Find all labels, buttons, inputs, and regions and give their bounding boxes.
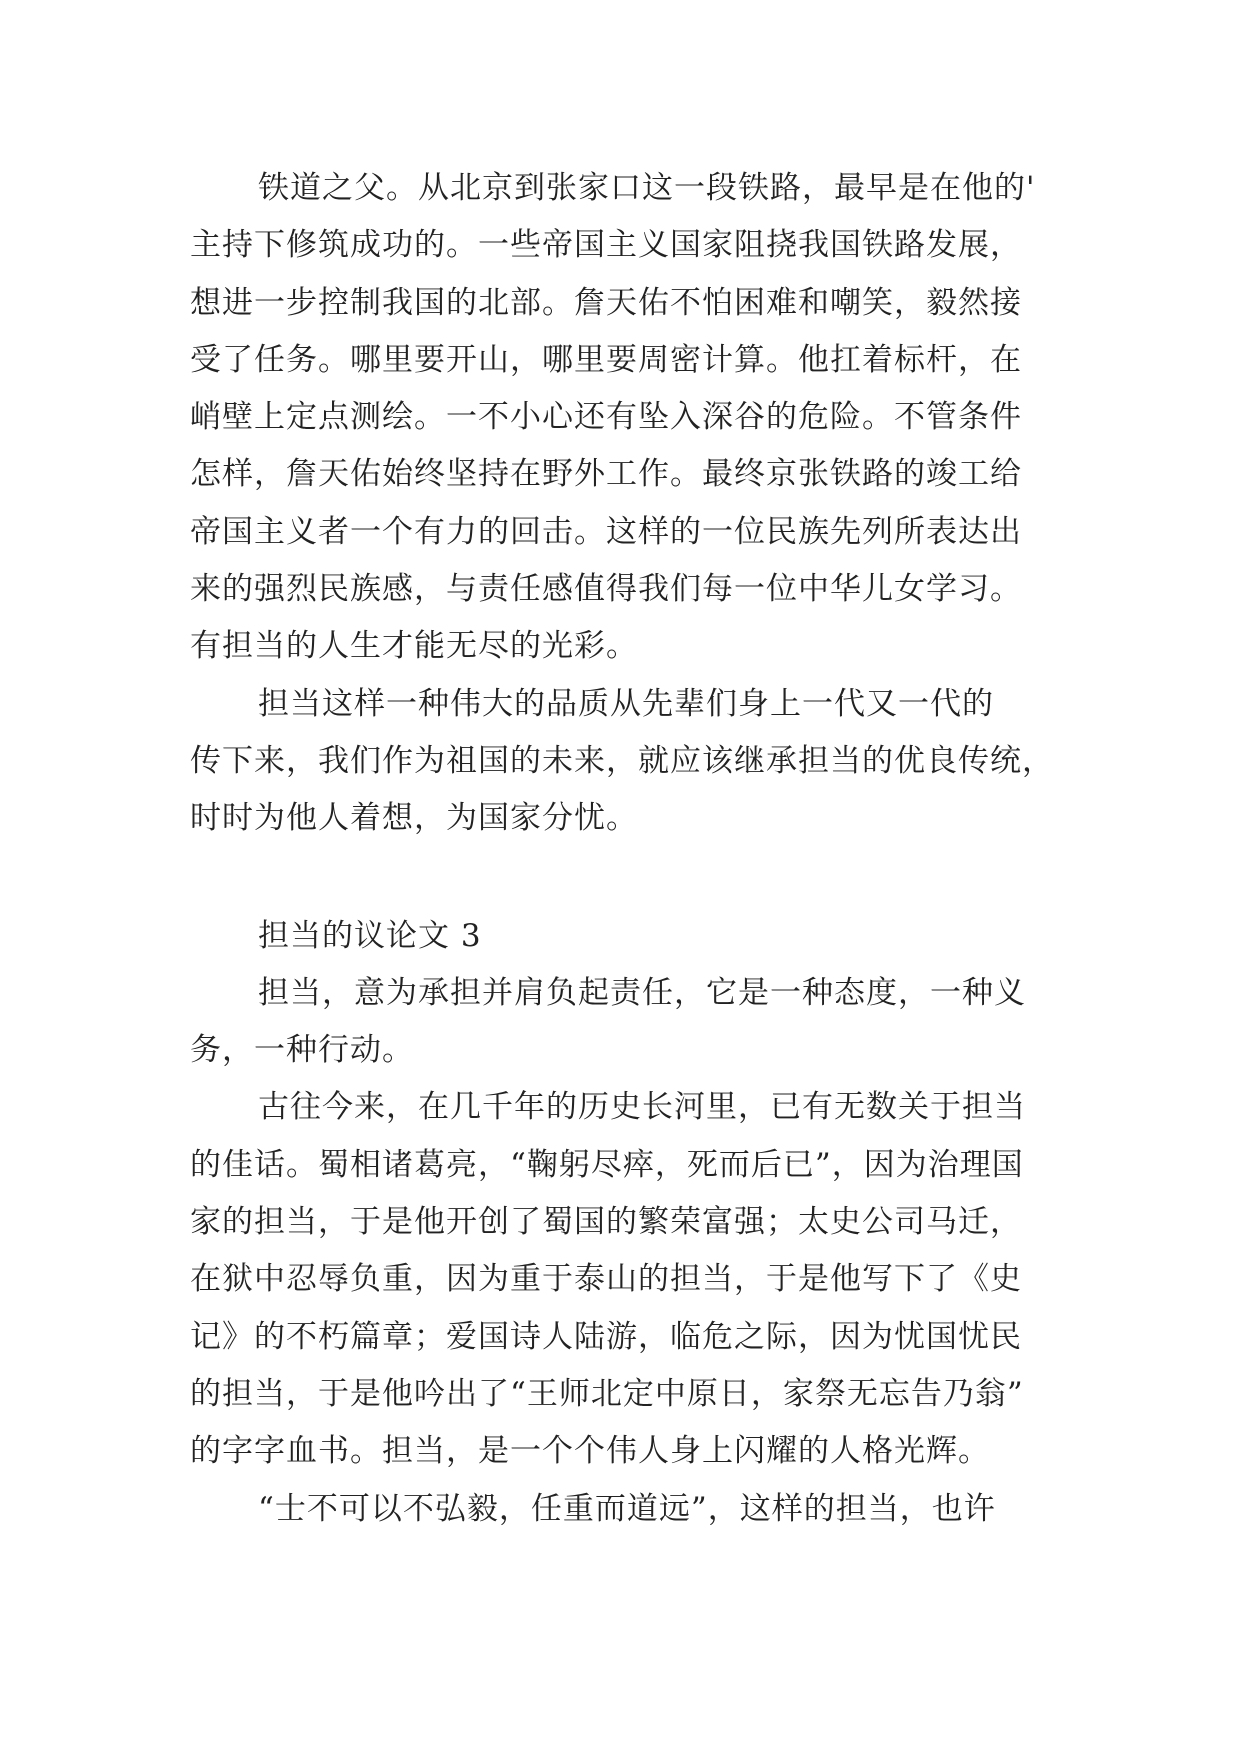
text-line: 担当这样一种伟大的品质从先辈们身上一代又一代的	[258, 685, 994, 722]
text-line: 峭壁上定点测绘。一不小心还有坠入深谷的危险。不管条件	[190, 399, 1022, 436]
text-line: 铁道之父。从北京到张家口这一段铁路，最早是在他的'	[258, 170, 1036, 206]
text-line: 怎样，詹天佑始终坚持在野外工作。最终京张铁路的竣工给	[190, 456, 1022, 493]
text-line: “士不可以不弘毅，任重而道远”，这样的担当，也许	[258, 1490, 996, 1527]
text-line: 帝国主义者一个有力的回击。这样的一位民族先列所表达出	[190, 513, 1022, 550]
paragraph	[190, 965, 1070, 1080]
paragraph	[190, 1481, 1070, 1538]
text-line: 的佳话。蜀相诸葛亮，“鞠躬尽瘁，死而后已”，因为治理国	[190, 1146, 1024, 1183]
text-line: 想进一步控制我国的北部。詹天佑不怕困难和嘲笑，毅然接	[190, 284, 1022, 321]
text-line: 受了任务。哪里要开山，哪里要周密计算。他扛着标杆，在	[190, 341, 1022, 378]
text-line: 担当，意为承担并肩负起责任，它是一种态度，一种义	[258, 974, 1026, 1011]
text-line: 来的强烈民族感，与责任感值得我们每一位中华儿女学习。	[190, 571, 1022, 608]
text-line: 有担当的人生才能无尽的光彩。	[190, 628, 638, 665]
paragraph	[190, 676, 1070, 848]
text-line: 家的担当，于是他开创了蜀国的繁荣富强；太史公司马迁，	[190, 1204, 1022, 1241]
text-line: 古往今来，在几千年的历史长河里，已有无数关于担当	[258, 1089, 1026, 1126]
text-line: 记》的不朽篇章；爱国诗人陆游，临危之际，因为忧国忧民	[190, 1318, 1022, 1355]
paragraph	[190, 160, 1070, 676]
text-line: 务，一种行动。	[190, 1032, 414, 1069]
text-line: 的担当，于是他吟出了“王师北定中原日，家祭无忘告乃翁”	[190, 1375, 1024, 1412]
text-line: 时时为他人着想，为国家分忧。	[190, 800, 638, 837]
text-line: 在狱中忍辱负重，因为重于泰山的担当，于是他写下了《史	[190, 1261, 1022, 1298]
section-title: 担当的议论文 3	[258, 917, 482, 954]
text-line: 传下来，我们作为祖国的未来，就应该继承担当的优良传统，	[190, 742, 1054, 779]
paragraph	[190, 1079, 1070, 1480]
document-body	[190, 160, 1070, 1538]
text-line: 主持下修筑成功的。一些帝国主义国家阻挠我国铁路发展，	[190, 227, 1022, 264]
text-line: 的字字血书。担当，是一个个伟人身上闪耀的人格光辉。	[190, 1433, 990, 1470]
section-spacer	[190, 848, 1070, 908]
